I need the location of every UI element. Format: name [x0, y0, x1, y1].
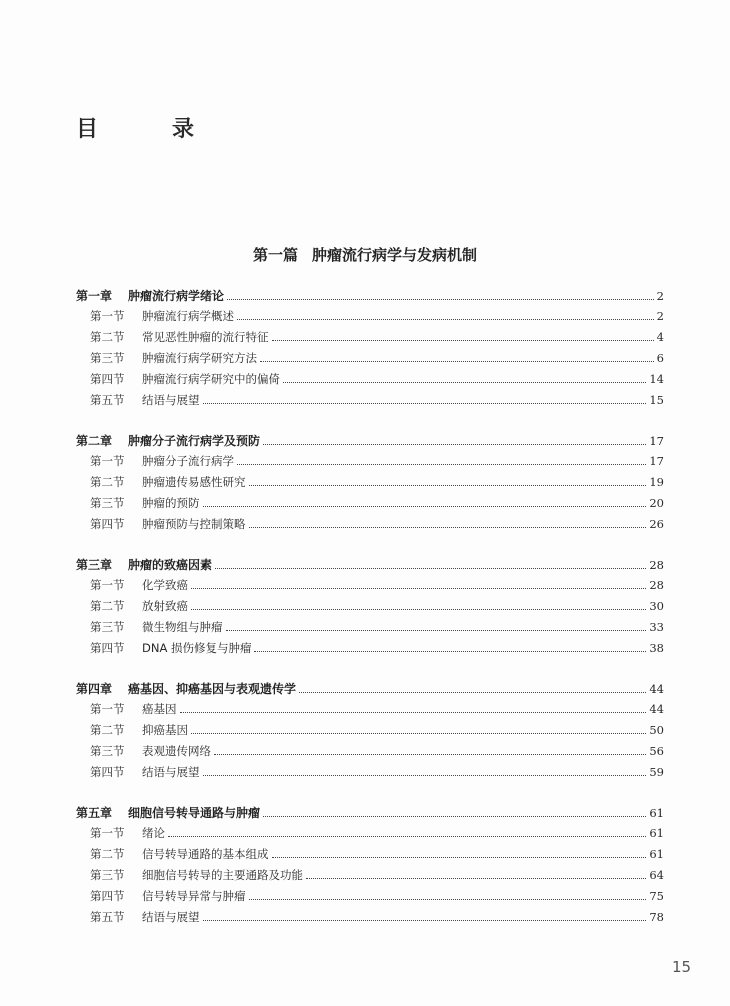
page-ref: 56 [649, 744, 664, 758]
page-ref: 61 [649, 806, 664, 820]
page-ref: 61 [649, 847, 664, 861]
chapter-title: 癌基因、抑癌基因与表观遗传学 [128, 682, 297, 696]
toc-section-entry[interactable] [76, 722, 664, 743]
section-label: 第一节 [90, 702, 125, 716]
toc-section-entry[interactable] [76, 909, 664, 930]
dot-leader [249, 899, 647, 900]
dot-leader [215, 568, 646, 569]
section-title: 结语与展望 [142, 910, 200, 924]
section-title: 肿瘤的预防 [142, 496, 200, 510]
section-title: 结语与展望 [142, 393, 200, 407]
part-heading [0, 244, 730, 265]
part-label: 第一篇 [252, 246, 298, 264]
part-title: 肿瘤流行病学与发病机制 [312, 246, 478, 264]
dot-leader [272, 857, 647, 858]
page-ref: 17 [649, 434, 664, 448]
section-label: 第三节 [90, 620, 125, 634]
section-title: 信号转导异常与肿瘤 [142, 889, 246, 903]
section-title: 肿瘤分子流行病学 [142, 454, 234, 468]
table-of-contents [76, 287, 664, 949]
section-label: 第一节 [90, 454, 125, 468]
page-ref: 14 [649, 372, 664, 386]
dot-leader [272, 340, 654, 341]
toc-section-entry[interactable] [76, 764, 664, 785]
page-ref: 33 [649, 620, 664, 634]
page-ref: 30 [649, 599, 664, 613]
chapter-title: 细胞信号转导通路与肿瘤 [128, 806, 261, 820]
dot-leader [260, 361, 654, 362]
dot-leader [203, 775, 647, 776]
dot-leader [203, 403, 647, 404]
section-label: 第一节 [90, 826, 125, 840]
section-title: 信号转导通路的基本组成 [142, 847, 269, 861]
toc-chapter-entry[interactable] [76, 287, 664, 308]
section-label: 第五节 [90, 393, 125, 407]
dot-leader [191, 588, 646, 589]
page-ref: 15 [649, 393, 664, 407]
dot-leader [191, 733, 646, 734]
toc-section-entry[interactable] [76, 888, 664, 909]
chapter-title: 肿瘤流行病学绪论 [128, 289, 225, 303]
section-label: 第一节 [90, 578, 125, 592]
chapter-label: 第五章 [76, 806, 113, 820]
section-label: 第四节 [90, 372, 125, 386]
toc-section-entry[interactable] [76, 453, 664, 474]
toc-chapter-block [76, 804, 664, 930]
dot-leader [168, 836, 646, 837]
page-ref: 26 [649, 517, 664, 531]
page-ref: 19 [649, 475, 664, 489]
section-title: DNA 损伤修复与肿瘤 [142, 641, 252, 655]
section-title: 细胞信号转导的主要通路及功能 [142, 868, 303, 882]
page-ref: 78 [649, 910, 664, 924]
page-ref: 61 [649, 826, 664, 840]
page-ref: 20 [649, 496, 664, 510]
toc-chapter-block [76, 287, 664, 413]
dot-leader [237, 464, 646, 465]
dot-leader [203, 920, 647, 921]
section-title: 放射致癌 [142, 599, 188, 613]
section-title: 常见恶性肿瘤的流行特征 [142, 330, 269, 344]
page-ref: 4 [656, 330, 664, 344]
toc-section-entry[interactable] [76, 743, 664, 764]
page-ref: 50 [649, 723, 664, 737]
chapter-title: 肿瘤的致癌因素 [128, 558, 213, 572]
section-title: 绪论 [142, 826, 165, 840]
page-ref: 38 [649, 641, 664, 655]
toc-chapter-block [76, 556, 664, 661]
section-title: 肿瘤流行病学概述 [142, 309, 234, 323]
section-label: 第二节 [90, 847, 125, 861]
dot-leader [227, 299, 654, 300]
toc-section-entry[interactable] [76, 308, 664, 329]
toc-chapter-entry[interactable] [76, 804, 664, 825]
section-title: 肿瘤预防与控制策略 [142, 517, 246, 531]
section-label: 第二节 [90, 723, 125, 737]
section-title: 化学致癌 [142, 578, 188, 592]
section-title: 微生物组与肿瘤 [142, 620, 223, 634]
page-ref: 17 [649, 454, 664, 468]
chapter-title: 肿瘤分子流行病学及预防 [128, 434, 261, 448]
page-ref: 28 [649, 578, 664, 592]
dot-leader [299, 692, 646, 693]
section-title: 肿瘤流行病学研究方法 [142, 351, 257, 365]
dot-leader [249, 527, 647, 528]
toc-chapter-block [76, 680, 664, 785]
section-label: 第四节 [90, 889, 125, 903]
section-title: 抑癌基因 [142, 723, 188, 737]
section-label: 第二节 [90, 599, 125, 613]
toc-section-entry[interactable] [76, 371, 664, 392]
toc-section-entry[interactable] [76, 392, 664, 413]
toc-chapter-entry[interactable] [76, 432, 664, 453]
dot-leader [249, 485, 647, 486]
toc-section-entry[interactable] [76, 867, 664, 888]
toc-section-entry[interactable] [76, 495, 664, 516]
page-ref: 75 [649, 889, 664, 903]
section-label: 第一节 [90, 309, 125, 323]
section-label: 第三节 [90, 496, 125, 510]
toc-section-entry[interactable] [76, 516, 664, 537]
page-number: 15 [672, 958, 692, 976]
toc-section-entry[interactable] [76, 598, 664, 619]
section-label: 第五节 [90, 910, 125, 924]
toc-chapter-entry[interactable] [76, 680, 664, 701]
section-title: 肿瘤遗传易感性研究 [142, 475, 246, 489]
toc-section-entry[interactable] [76, 474, 664, 495]
section-label: 第三节 [90, 868, 125, 882]
page-ref: 44 [649, 682, 664, 696]
dot-leader [283, 382, 646, 383]
toc-section-entry[interactable] [76, 846, 664, 867]
chapter-label: 第四章 [76, 682, 113, 696]
page-ref: 59 [649, 765, 664, 779]
page-ref: 28 [649, 558, 664, 572]
toc-section-entry[interactable] [76, 619, 664, 640]
section-title: 表观遗传网络 [142, 744, 211, 758]
section-title: 肿瘤流行病学研究中的偏倚 [142, 372, 280, 386]
section-label: 第四节 [90, 641, 125, 655]
toc-section-entry[interactable] [76, 350, 664, 371]
chapter-label: 第三章 [76, 558, 113, 572]
section-title: 癌基因 [142, 702, 177, 716]
toc-section-entry[interactable] [76, 329, 664, 350]
chapter-label: 第一章 [76, 289, 113, 303]
page-ref: 64 [649, 868, 664, 882]
dot-leader [263, 444, 646, 445]
dot-leader [214, 754, 646, 755]
dot-leader [226, 630, 647, 631]
toc-section-entry[interactable] [76, 640, 664, 661]
section-label: 第三节 [90, 351, 125, 365]
dot-leader [254, 651, 646, 652]
dot-leader [191, 609, 646, 610]
dot-leader [237, 319, 654, 320]
section-label: 第三节 [90, 744, 125, 758]
chapter-label: 第二章 [76, 434, 113, 448]
page-ref: 6 [656, 351, 664, 365]
toc-section-entry[interactable] [76, 825, 664, 846]
dot-leader [203, 506, 647, 507]
toc-chapter-block [76, 432, 664, 537]
section-label: 第二节 [90, 330, 125, 344]
section-title: 结语与展望 [142, 765, 200, 779]
page-title: 目 录 [76, 117, 221, 142]
page-ref: 44 [649, 702, 664, 716]
toc-section-entry[interactable] [76, 577, 664, 598]
toc-chapter-entry[interactable] [76, 556, 664, 577]
dot-leader [180, 712, 647, 713]
dot-leader [306, 878, 646, 879]
page-ref: 2 [656, 289, 664, 303]
dot-leader [263, 816, 646, 817]
section-label: 第二节 [90, 475, 125, 489]
page-ref: 2 [656, 309, 664, 323]
section-label: 第四节 [90, 765, 125, 779]
section-label: 第四节 [90, 517, 125, 531]
toc-section-entry[interactable] [76, 701, 664, 722]
